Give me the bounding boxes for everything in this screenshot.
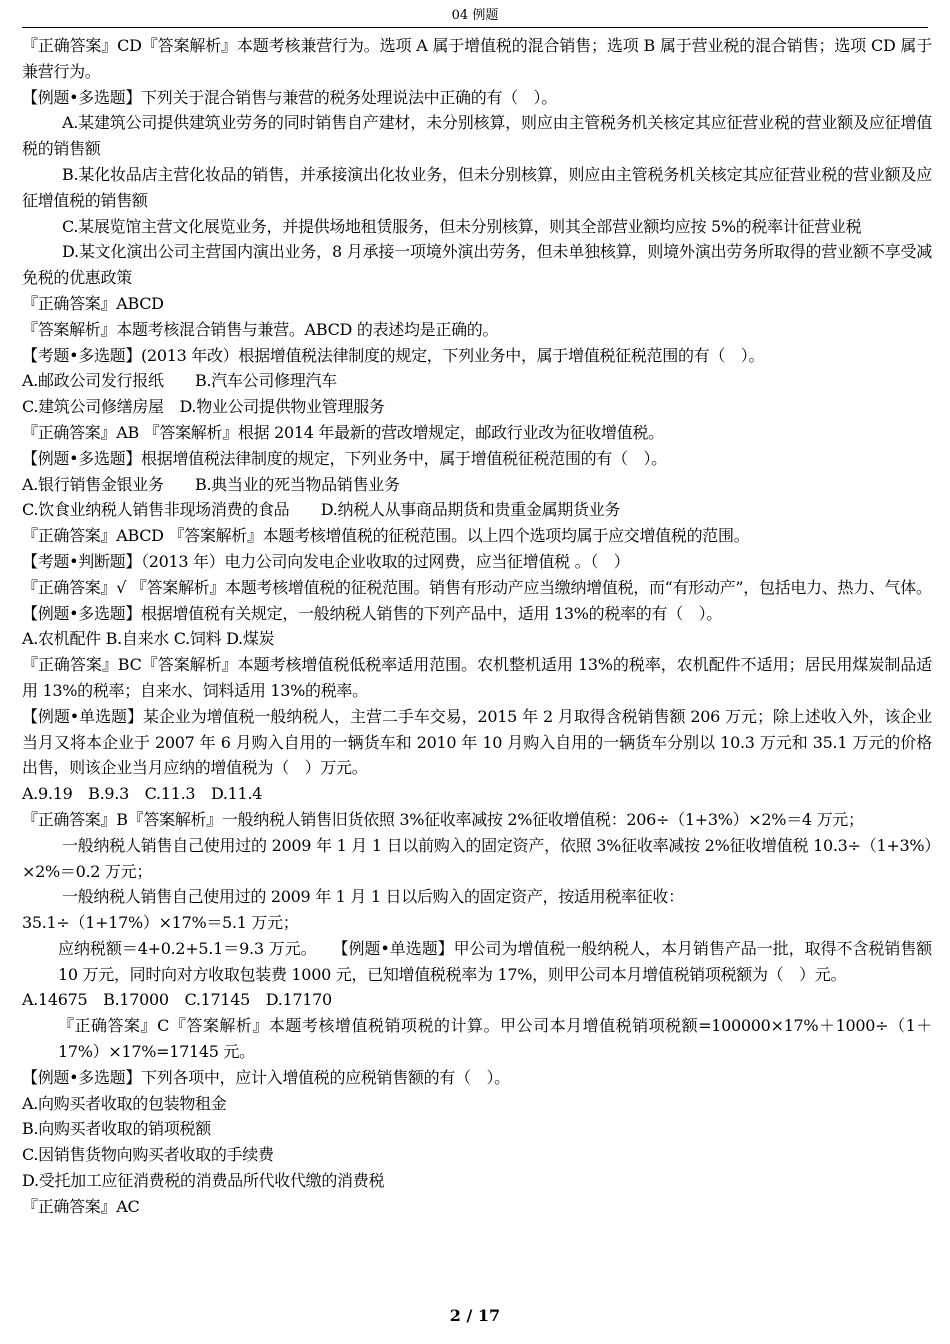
question-paragraph: 【例题•单选题】某企业为增值税一般纳税人，主营二手车交易，2015 年 2 月取得含税销售额 206 万元；除上述收入外，该企业当月又将本企业于 2007 年 6 月购入自用的一辆货车和 2010 年 10 月购入自用的一辆货车分别以 10.3 万元和 35.1 万元的价格出售，则该企业当月应纳的增值税为（ ）万元。 [22,706,932,778]
answer-line: 『正确答案』AB 『答案解析』根据 2014 年最新的营改增规定，邮政行业改为征收增值税。 [22,422,664,442]
page-separator: / [460,1306,478,1325]
option-line: A.9.19 B.9.3 C.11.3 D.11.4 [22,784,263,804]
question-heading: 【例题•多选题】根据增值税有关规定，一般纳税人销售的下列产品中，适用 13%的税率的有（ ）。 [22,603,722,623]
option-line: C.建筑公司修缮房屋 D.物业公司提供物业管理服务 [22,397,385,417]
analysis-line: 『答案解析』本题考核混合销售与兼营。ABCD 的表述均是正确的。 [22,319,499,339]
option-line: A.银行销售金银业务 B.典当业的死当物品销售业务 [22,474,400,494]
option-paragraph: B.某化妆品店主营化妆品的销售，并承接演出化妆业务，但未分别核算，则应由主管税务机关核定其应征营业税的营业额及应征增值税的销售额 [22,164,932,210]
question-heading: 【考题•判断题】（2013 年）电力公司向发电企业收取的过网费，应当征增值税 。（ ） [22,551,630,571]
option-paragraph: C.某展览馆主营文化展览业务，并提供场地租赁服务，但未分别核算，则其全部营业额均应按 5%的税率计征营业税 [62,216,862,236]
page-current: 2 [449,1306,461,1325]
header-title: 04 例题 [451,8,499,23]
answer-line: 『正确答案』ABCD 『答案解析』本题考核增值税的征税范围。以上四个选项均属于应交增值税的范围。 [22,526,750,546]
answer-paragraph: 『正确答案』BC『答案解析』本题考核增值税低税率适用范围。农机整机适用 13%的税率，农机配件不适用；居民用煤炭制品适用 13%的税率；自来水、饲料适用 13%的税率。 [22,655,932,700]
option-line: A.农机配件 B.自来水 C.饲料 D.煤炭 [22,629,275,649]
answer-line: 『正确答案』B『答案解析』一般纳税人销售旧货依照 3%征收率减按 2%征收增值税：206÷（1+3%）×2%＝4 万元； [22,809,864,829]
option-line: D.受托加工应征消费税的消费品所代收代缴的消费税 [22,1171,385,1191]
document-body [22,33,932,1220]
option-line: A.向购买者收取的包装物租金 [22,1093,227,1113]
calculation-line: 35.1÷（1+17%）×17%＝5.1 万元； [22,913,299,933]
option-paragraph: D.某文化演出公司主营国内演出业务，8 月承接一项境外演出劳务，但未单独核算，则境外演出劳务所取得的营业额不享受减免税的优惠政策 [22,242,932,288]
answer-line: 『正确答案』AC [22,1196,140,1216]
question-paragraph: 应纳税额＝4+0.2+5.1＝9.3 万元。 【例题•单选题】甲公司为增值税一般纳税人，本月销售产品一批，取得不含税销售额 10 万元，同时向对方收取包装费 1000 元，已知增值税税率为 17%，则甲公司本月增值税销项税额为（ ）元。 [58,938,932,984]
option-line: B.向购买者收取的销项税额 [22,1119,211,1139]
answer-paragraph: 『正确答案』C『答案解析』本题考核增值税销项税的计算。甲公司本月增值税销项税额=100000×17%＋1000÷（1＋17%）×17%=17145 元。 [58,1016,932,1062]
page-number [0,1306,950,1326]
question-heading: 【例题•多选题】下列各项中，应计入增值税的应税销售额的有（ ）。 [22,1067,510,1087]
option-line: C.因销售货物向购买者收取的手续费 [22,1145,274,1165]
option-line: C.饮食业纳税人销售非现场消费的食品 D.纳税人从事商品期货和贵重金属期货业务 [22,500,621,520]
answer-paragraph: 『正确答案』CD『答案解析』本题考核兼营行为。选项 A 属于增值税的混合销售；选项 B 属于营业税的混合销售；选项 CD 属于兼营行为。 [22,36,932,81]
calculation-line: 一般纳税人销售自己使用过的 2009 年 1 月 1 日以后购入的固定资产，按适用税率征收： [62,887,684,907]
question-heading: 【考题•多选题】(2013 年改）根据增值税法律制度的规定，下列业务中，属于增值税征税范围的有（ ）。 [22,345,765,365]
question-heading: 【例题•多选题】根据增值税法律制度的规定，下列业务中，属于增值税征税范围的有（ ）。 [22,448,667,468]
answer-line: 『正确答案』ABCD [22,293,164,313]
option-line: A.14675 B.17000 C.17145 D.17170 [22,990,332,1010]
page-header [22,8,928,28]
option-paragraph: A.某建筑公司提供建筑业劳务的同时销售自产建材，未分别核算，则应由主管税务机关核定其应征营业税的营业额及应征增值税的销售额 [22,113,932,159]
calculation-paragraph: 一般纳税人销售自己使用过的 2009 年 1 月 1 日以前购入的固定资产，依照 3%征收率减按 2%征收增值税 10.3÷（1+3%）×2%＝0.2 万元； [22,835,932,881]
option-line: A.邮政公司发行报纸 B.汽车公司修理汽车 [22,371,337,391]
question-heading: 【例题•多选题】下列关于混合销售与兼营的税务处理说法中正确的有（ ）。 [22,87,557,107]
answer-paragraph: 『正确答案』√ 『答案解析』本题考核增值税的征税范围。销售有形动产应当缴纳增值税，而“有形动产”，包括电力、热力、气体。 [22,577,932,597]
page-total: 17 [477,1306,501,1325]
